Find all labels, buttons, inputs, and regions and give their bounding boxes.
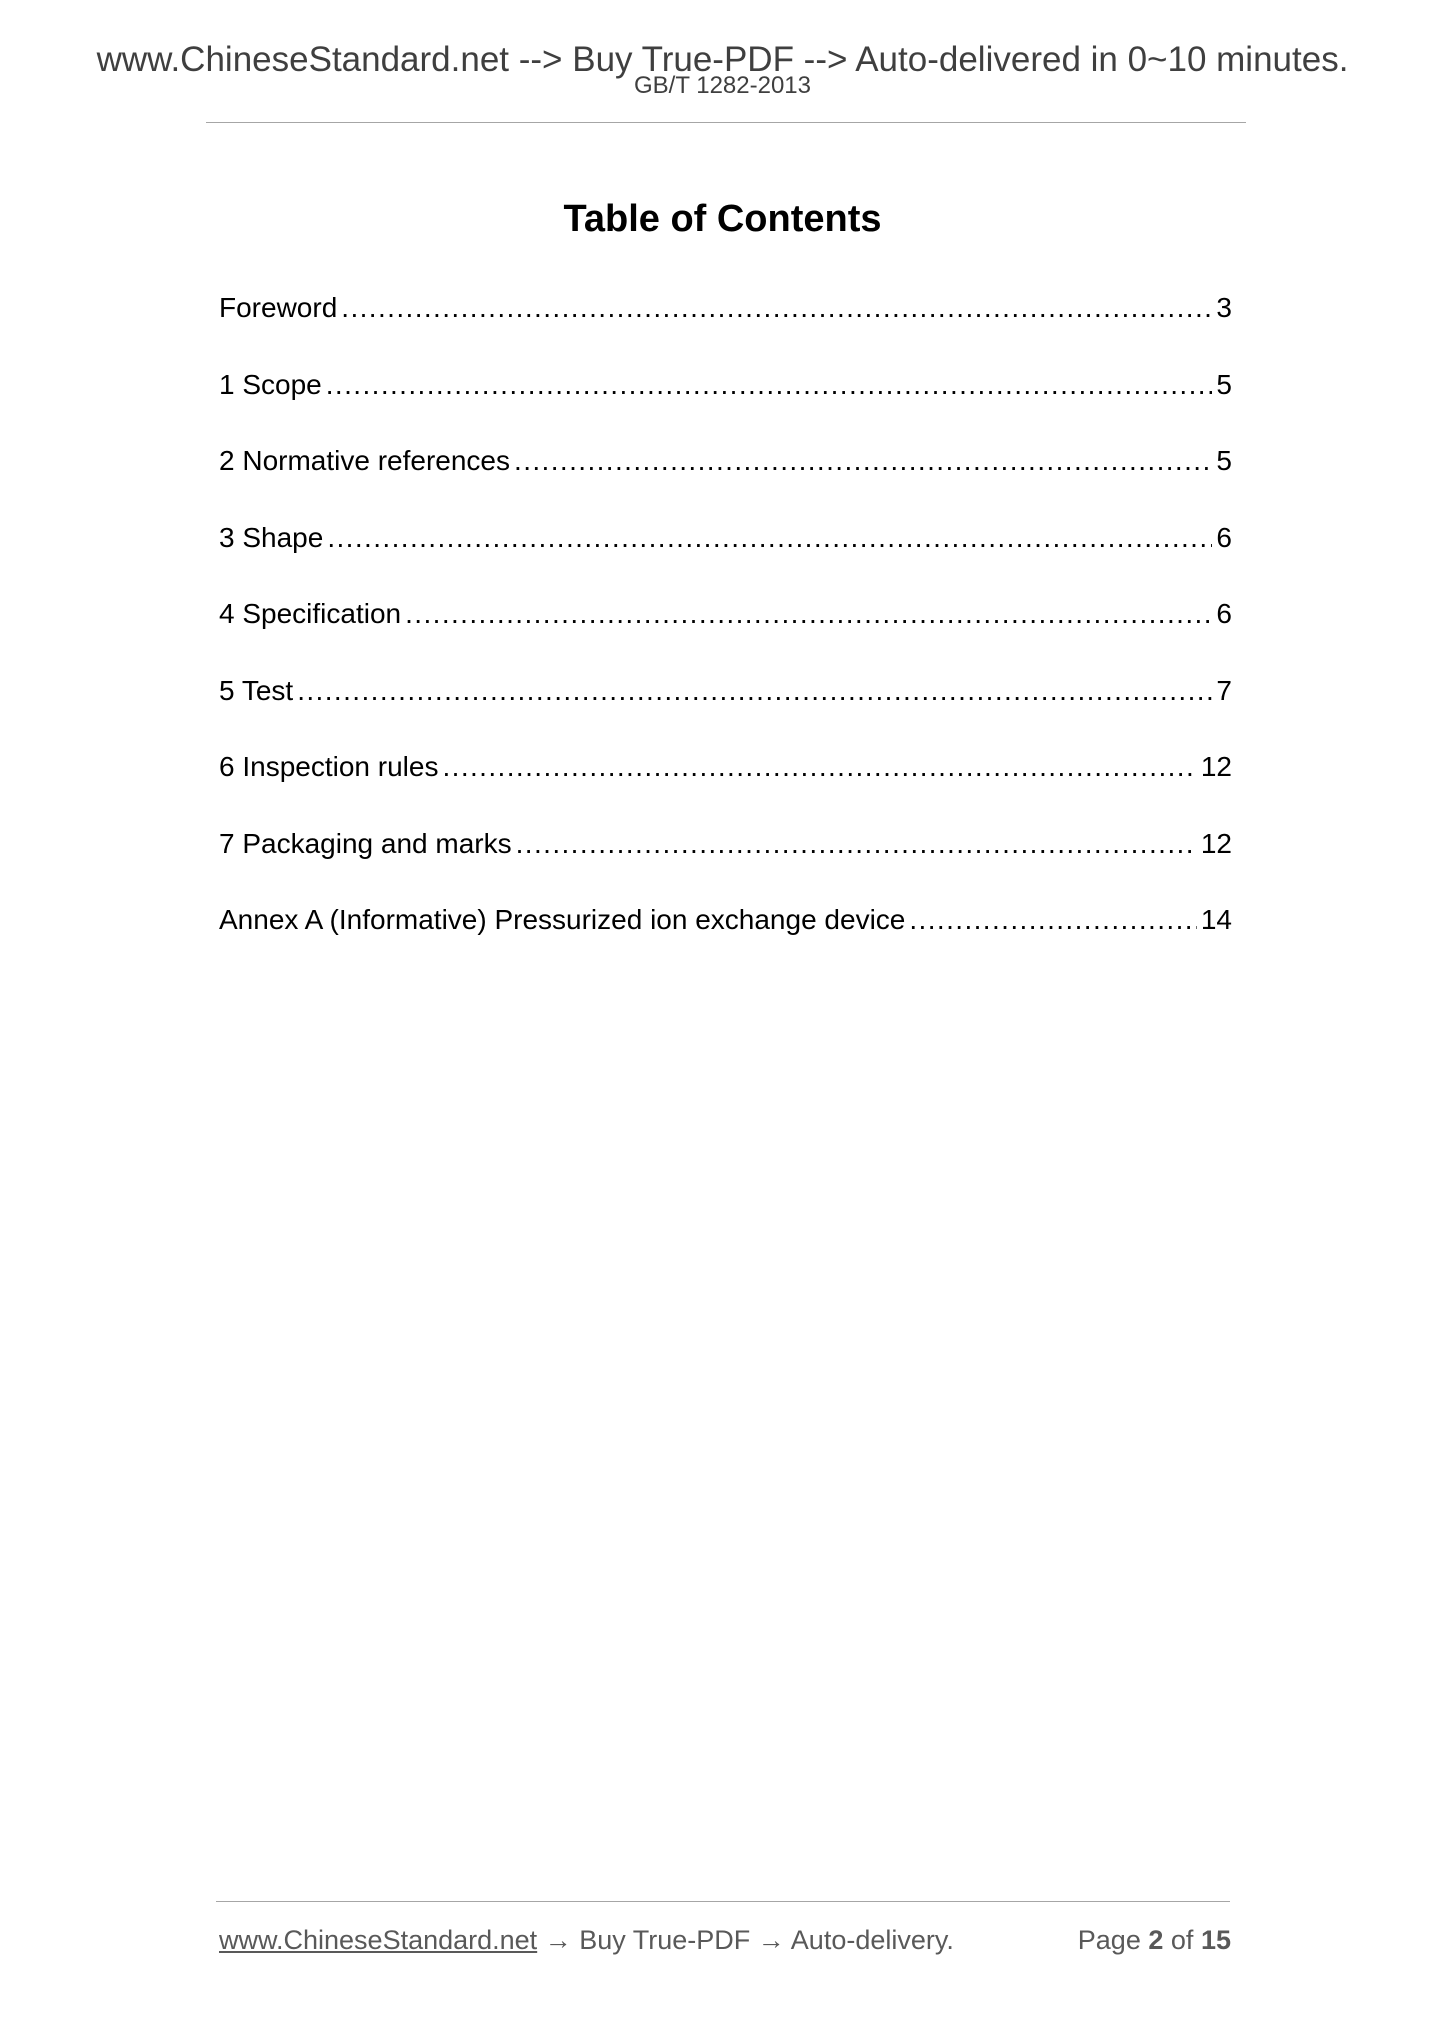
auto-delivery-text: Auto-delivery.: [790, 1925, 954, 1955]
toc-entry-label: 3 Shape: [219, 521, 324, 553]
toc-entry-label: 5 Test: [219, 674, 294, 706]
toc-entry-packaging-and-marks[interactable]: [219, 824, 1232, 901]
total-pages-number: 15: [1200, 1925, 1231, 1955]
dot-leader: [327, 518, 1212, 558]
toc-entry-page: 12: [1200, 751, 1232, 782]
of-label: of: [1170, 1925, 1194, 1955]
standard-code: GB/T 1282-2013: [633, 72, 811, 99]
toc-entry-label: Foreword: [219, 292, 338, 323]
toc-entry-annex-a[interactable]: [219, 900, 1232, 977]
toc-entry-page: 12: [1200, 827, 1232, 859]
toc-entry-label: 2 Normative references: [219, 445, 511, 476]
dot-leader: [297, 671, 1212, 711]
dot-leader: [909, 900, 1196, 940]
toc-entry-scope[interactable]: [219, 365, 1232, 442]
site-banner: www.ChineseStandard.net --> Buy True-PDF --> Auto-delivered in 0~10 minutes.: [96, 40, 1349, 79]
arrow-right-icon: →: [544, 1925, 572, 1955]
toc-entry-label: 1 Scope: [219, 368, 322, 400]
site-link[interactable]: www.ChineseStandard.net: [219, 1925, 538, 1955]
buy-pdf-text: Buy True-PDF: [579, 1925, 751, 1955]
toc-entry-label: Annex A (Informative) Pressurized ion exchange device: [219, 904, 906, 935]
toc-entry-page: 14: [1200, 904, 1232, 935]
toc-entry-page: 7: [1216, 674, 1232, 706]
toc-entry-specification[interactable]: [219, 594, 1232, 671]
footer-divider: [216, 1901, 1230, 1902]
page-label: Page: [1077, 1925, 1141, 1955]
toc-entry-page: 5: [1216, 368, 1232, 400]
dot-leader: [516, 824, 1197, 864]
dot-leader: [442, 747, 1196, 787]
header-divider: [206, 122, 1246, 123]
toc-entry-page: 3: [1216, 292, 1232, 323]
toc-entry-label: 4 Specification: [219, 598, 402, 629]
page-title: Table of Contents: [563, 198, 882, 241]
toc-entry-inspection-rules[interactable]: [219, 747, 1232, 824]
toc-entry-page: 6: [1216, 598, 1232, 629]
dot-leader: [341, 288, 1212, 328]
toc-entry-label: 7 Packaging and marks: [219, 827, 512, 859]
page-footer: [219, 1920, 1231, 1960]
toc-entry-page: 5: [1216, 445, 1232, 476]
page-indicator: [1078, 1920, 1231, 1960]
toc-entry-shape[interactable]: [219, 518, 1232, 595]
table-of-contents: [219, 288, 1232, 977]
dot-leader: [326, 365, 1213, 405]
dot-leader: [405, 594, 1212, 634]
footer-promo: [219, 1920, 954, 1960]
toc-entry-foreword[interactable]: [219, 288, 1232, 365]
current-page-number: 2: [1148, 1925, 1164, 1955]
toc-entry-normative-references[interactable]: [219, 441, 1232, 518]
arrow-right-icon: →: [757, 1925, 785, 1955]
toc-entry-page: 6: [1216, 521, 1232, 553]
toc-entry-label: 6 Inspection rules: [219, 751, 439, 782]
toc-entry-test[interactable]: [219, 671, 1232, 748]
dot-leader: [514, 441, 1212, 481]
